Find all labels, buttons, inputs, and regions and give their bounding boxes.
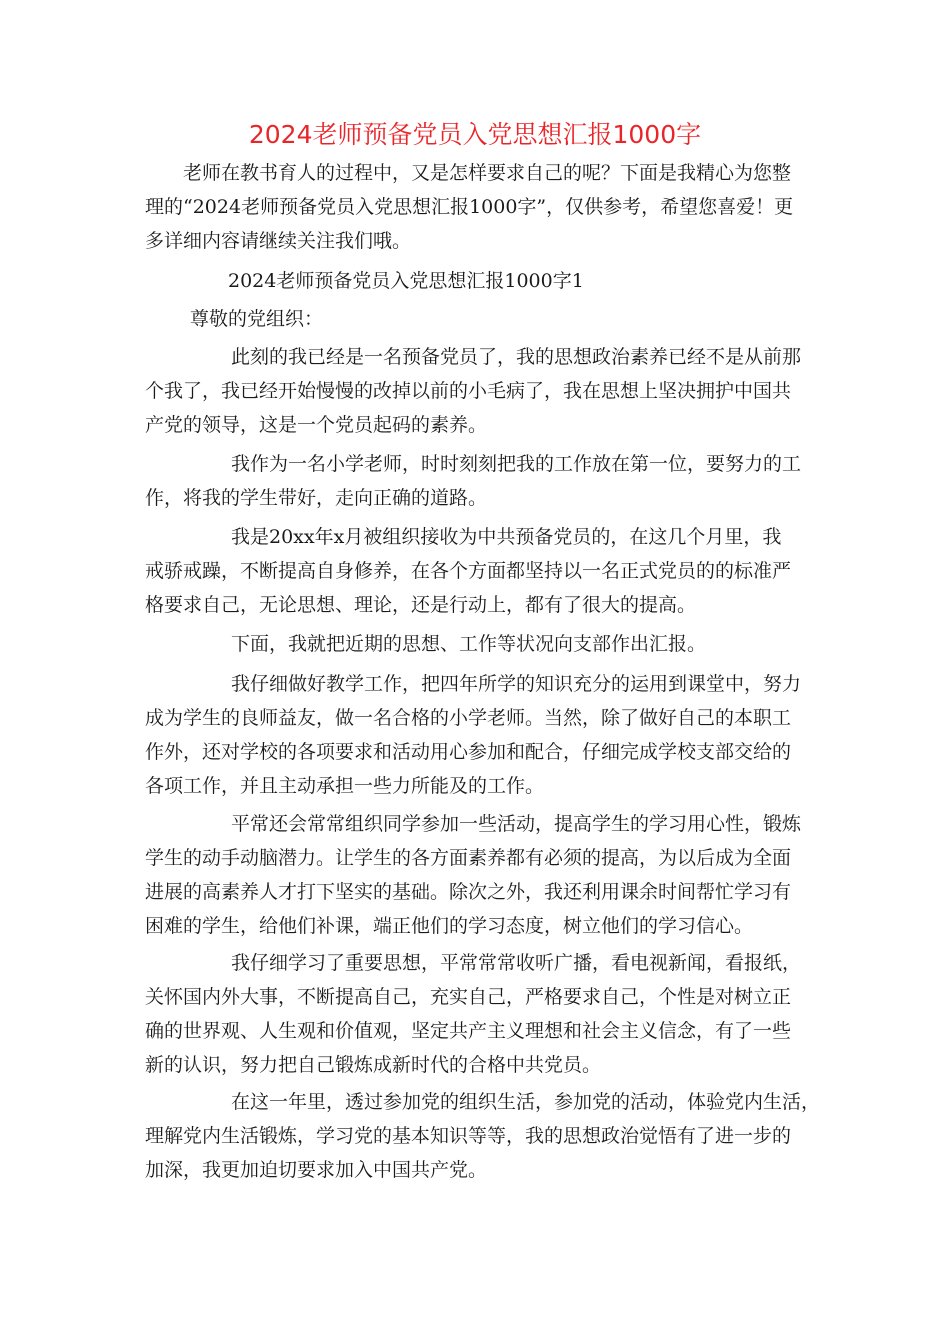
paragraph-line: 下面，我就把近期的思想、工作等状况向支部作出汇报。 <box>231 633 707 655</box>
document-title: 2024老师预备党员入党思想汇报1000字 <box>248 120 702 149</box>
paragraph-line: 作，将我的学生带好，走向正确的道路。 <box>145 487 488 509</box>
body-paragraph <box>145 340 801 442</box>
body-paragraph <box>145 946 801 1082</box>
intro-line: 老师在教书育人的过程中，又是怎样要求自己的呢？下面是我精心为您整 <box>183 162 792 184</box>
intro-line: 理的“2024老师预备党员入党思想汇报1000字”，仅供参考，希望您喜爱！更 <box>145 196 794 218</box>
salutation: 尊敬的党组织： <box>190 308 324 330</box>
paragraph-line: 学生的动手动脑潜力。让学生的各方面素养都有必须的提高，为以后成为全面 <box>145 847 792 869</box>
paragraph-line: 困难的学生，给他们补课，端正他们的学习态度，树立他们的学习信心。 <box>145 915 754 937</box>
paragraph-line: 我仔细做好教学工作，把四年所学的知识充分的运用到课堂中，努力 <box>231 673 802 695</box>
body-paragraph <box>145 447 801 515</box>
paragraph-line: 加深，我更加迫切要求加入中国共产党。 <box>145 1159 488 1181</box>
paragraph-line: 我是20xx年x月被组织接收为中共预备党员的，在这几个月里，我 <box>231 526 782 548</box>
paragraph-line: 我仔细学习了重要思想，平常常常收听广播，看电视新闻，看报纸， <box>231 952 802 974</box>
paragraph-line: 作外，还对学校的各项要求和活动用心参加和配合，仔细完成学校支部交给的 <box>145 741 792 763</box>
section-subtitle: 2024老师预备党员入党思想汇报1000字1 <box>228 270 584 292</box>
paragraph-line: 理解党内生活锻炼，学习党的基本知识等等，我的思想政治觉悟有了进一步的 <box>145 1125 792 1147</box>
body-paragraph <box>145 1085 820 1187</box>
paragraph-line: 各项工作，并且主动承担一些力所能及的工作。 <box>145 775 545 797</box>
paragraph-line: 进展的高素养人才打下坚实的基础。除次之外，我还利用课余时间帮忙学习有 <box>145 881 792 903</box>
paragraph-line: 新的认识，努力把自己锻炼成新时代的合格中共党员。 <box>145 1054 602 1076</box>
body-paragraph <box>145 520 791 622</box>
body-paragraph <box>145 627 706 661</box>
paragraph-line: 产党的领导，这是一个党员起码的素养。 <box>145 414 488 436</box>
paragraph-line: 格要求自己，无论思想、理论，还是行动上，都有了很大的提高。 <box>145 594 697 616</box>
body-paragraph <box>145 667 801 803</box>
paragraph-line: 个我了，我已经开始慢慢的改掉以前的小毛病了，我在思想上坚决拥护中国共 <box>145 380 792 402</box>
intro-paragraph <box>145 156 793 258</box>
paragraph-line: 我作为一名小学老师，时时刻刻把我的工作放在第一位，要努力的工 <box>231 453 802 475</box>
paragraph-line: 成为学生的良师益友，做一名合格的小学老师。当然，除了做好自己的本职工 <box>145 707 792 729</box>
paragraph-line: 此刻的我已经是一名预备党员了，我的思想政治素养已经不是从前那 <box>231 346 802 368</box>
body-paragraph <box>145 807 801 943</box>
paragraph-line: 关怀国内外大事，不断提高自己，充实自己，严格要求自己，个性是对树立正 <box>145 986 792 1008</box>
paragraph-line: 在这一年里，透过参加党的组织生活，参加党的活动，体验党内生活， <box>231 1091 821 1113</box>
paragraph-line: 确的世界观、人生观和价值观，坚定共产主义理想和社会主义信念，有了一些 <box>145 1020 792 1042</box>
paragraph-line: 平常还会常常组织同学参加一些活动，提高学生的学习用心性，锻炼 <box>231 813 802 835</box>
intro-line: 多详细内容请继续关注我们哦。 <box>145 230 412 252</box>
paragraph-line: 戒骄戒躁，不断提高自身修养，在各个方面都坚持以一名正式党员的的标准严 <box>145 560 792 582</box>
